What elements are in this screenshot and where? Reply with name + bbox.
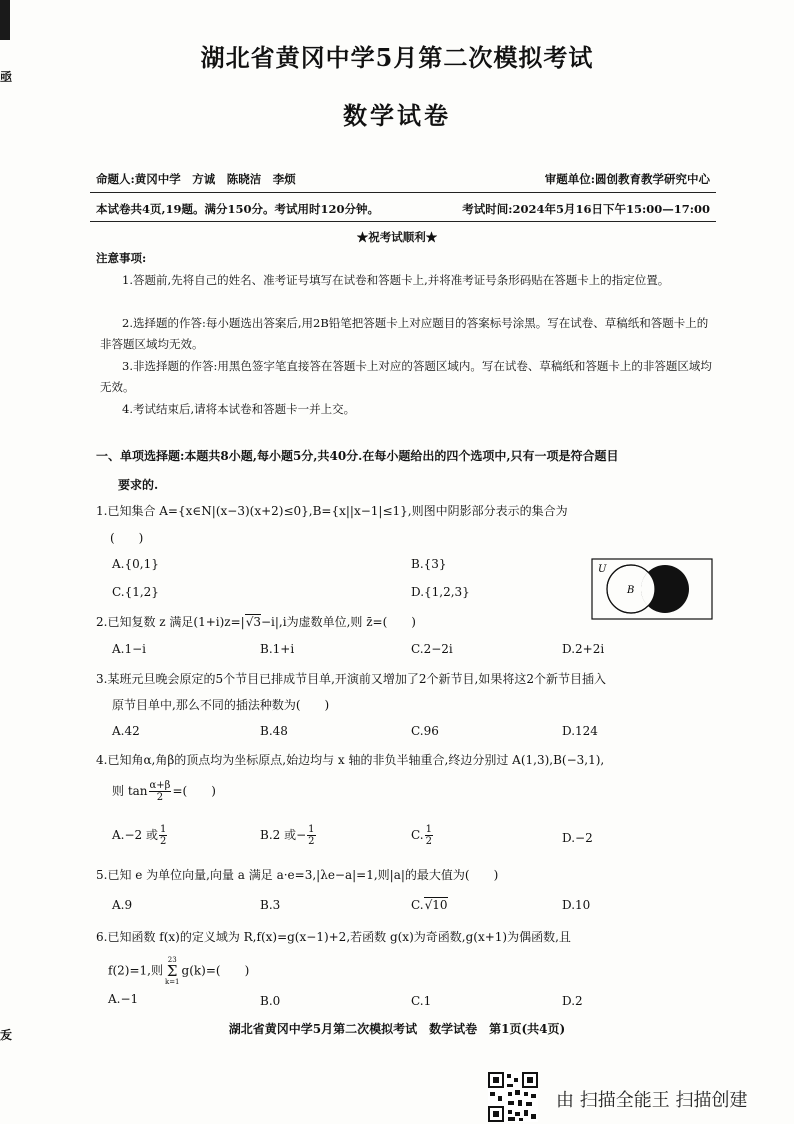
q2-option-b: B.1+i — [260, 642, 295, 656]
paper-subtitle: 数学试卷 — [343, 101, 451, 130]
q3-stem-cont: 原节目单中,那么不同的插法种数为( ) — [112, 698, 330, 712]
q6-stem: 6.已知函数 f(x)的定义域为 R,f(x)=g(x−1)+2,若函数 g(x)为奇函数,g(x+1)为偶函数,且 — [96, 930, 571, 944]
q3-option-a: A.42 — [112, 724, 140, 738]
q3-option-c: C.96 — [411, 724, 439, 738]
review-unit: 审题单位:圆创教育教学研究中心 — [544, 172, 710, 186]
venn-label-u: U — [598, 564, 607, 575]
scan-edge-char-bottom: 叐 — [0, 1028, 13, 1042]
q4-opt-c-frac — [425, 824, 433, 847]
sum-lower: k=1 — [164, 978, 180, 986]
q4-stem: 4.已知角α,角β的顶点均为坐标原点,始边均与 x 轴的非负半轴重合,终边分别过 A(1,3),B(−3,1), — [96, 753, 605, 767]
venn-label-b: B — [627, 585, 635, 596]
notice-item-1: 1.答题前,先将自己的姓名、准考证号填写在试卷和答题卡上,并将准考证号条形码贴在答题卡上的指定位置。 — [122, 273, 670, 287]
scanner-watermark: 由 扫描全能王 扫描创建 — [556, 1090, 748, 1111]
q6-stem-cont — [108, 956, 249, 986]
q3-stem: 3.某班元旦晚会原定的5个节目已排成节目单,开演前又增加了2个新节目,如果将这2个新节目插入 — [96, 672, 606, 686]
q4-fraction — [149, 780, 172, 803]
q5-option-d: D.10 — [562, 898, 591, 912]
scan-edge-mark — [0, 0, 10, 40]
header-rule-bottom — [90, 221, 716, 222]
q6-stem-pre: f(2)=1,则 — [108, 963, 163, 978]
q2-sqrt3: √3 — [245, 615, 261, 629]
q4-opt-b-frac — [307, 824, 315, 847]
q5-stem: 5.已知 e 为单位向量,向量 a 满足 a·e=3,|λe−a|=1,则|a|的最大值为( ) — [96, 868, 499, 882]
frac-den: 2 — [160, 836, 167, 847]
scan-edge-char: 亟 — [0, 70, 13, 84]
q3-option-d: D.124 — [562, 724, 598, 738]
q1-option-d: D.{1,2,3} — [411, 585, 470, 599]
q6-option-a: A.−1 — [108, 992, 139, 1006]
q6-option-b: B.0 — [260, 994, 281, 1008]
exam-time: 考试时间:2024年5月16日下午15:00—17:00 — [462, 202, 710, 216]
q4-opt-c-text: C. — [411, 828, 424, 842]
q2-stem — [96, 613, 416, 630]
authors-line: 命题人:黄冈中学 方诚 陈晓洁 李烦 — [96, 172, 296, 186]
q2-option-c: C.2−2i — [411, 642, 453, 656]
q2-option-d: D.2+2i — [562, 642, 605, 656]
notice-item-3: 3.非选择题的作答:用黑色签字笔直接答在答题卡上对应的答题区域内。写在试卷、草稿纸和答题卡上的非答题区域均无效。 — [100, 359, 712, 394]
q4-opt-b-text: B.2 或− — [260, 828, 307, 842]
q4-option-a — [112, 824, 168, 847]
q5-opt-c-text: C. — [411, 898, 424, 912]
q5-option-c — [411, 898, 448, 912]
q4-opt-a-text: A.−2 或 — [112, 828, 158, 842]
q6-stem-post: g(k)=( ) — [181, 963, 250, 978]
wish-banner: ★祝考试顺利★ — [356, 230, 438, 244]
q1-option-c: C.{1,2} — [112, 585, 159, 599]
q4-stem-cont — [112, 780, 216, 803]
notice-heading: 注意事项: — [96, 251, 147, 265]
q1-stem: 1.已知集合 A={x∈N|(x−3)(x+2)≤0},B={x||x−1|≤1},则图中阴影部分表示的集合为 — [96, 504, 568, 518]
frac-den: 2 — [308, 836, 315, 847]
q1-paren: ( ) — [110, 531, 144, 545]
paper-info: 本试卷共4页,19题。满分150分。考试用时120分钟。 — [96, 202, 380, 216]
q4-frac-den: 2 — [156, 792, 164, 803]
q2-option-a: A.1−i — [112, 642, 147, 656]
qr-code-icon — [488, 1072, 538, 1122]
q4-option-c — [411, 824, 434, 847]
frac-den: 2 — [425, 836, 432, 847]
q4-option-b — [260, 824, 317, 847]
venn-diagram — [591, 558, 713, 620]
notice-item-2: 2.选择题的作答:每小题选出答案后,用2B铅笔把答题卡上对应题目的答案标号涂黑。写在试卷、草稿纸和答题卡上的非答题区域均无效。 — [100, 316, 709, 351]
q1-option-b: B.{3} — [411, 557, 447, 571]
q4-option-d: D.−2 — [562, 831, 593, 845]
q5-option-a: A.9 — [112, 898, 133, 912]
q5-option-b: B.3 — [260, 898, 281, 912]
q2-stem-post: −i|,i为虚数单位,则 z̄=( ) — [261, 615, 416, 629]
section-heading: 一、单项选择题:本题共8小题,每小题5分,共40分.在每小题给出的四个选项中,只有一项是符合题目 — [96, 449, 619, 463]
exam-title: 湖北省黄冈中学5月第二次模拟考试 — [200, 43, 594, 72]
q6-summation: 23 Σ k=1 — [164, 956, 180, 986]
section-heading-cont: 要求的. — [118, 478, 159, 492]
notice-item-4: 4.考试结束后,请将本试卷和答题卡一并上交。 — [122, 402, 356, 416]
q4-frac-num: α+β — [149, 780, 171, 791]
q1-option-a: A.{0,1} — [112, 557, 159, 571]
page-footer: 湖北省黄冈中学5月第二次模拟考试 数学试卷 第1页(共4页) — [228, 1022, 566, 1036]
q4-opt-a-frac — [159, 824, 167, 847]
frac-num: 1 — [160, 824, 167, 835]
frac-num: 1 — [425, 824, 432, 835]
q5-sqrt10: √10 — [424, 898, 448, 912]
q4-tan-label: 则 tan — [112, 784, 148, 798]
sum-upper: 23 — [167, 956, 177, 964]
q4-stem-end: =( ) — [172, 784, 216, 798]
header-rule-top — [90, 192, 716, 193]
q6-option-c: C.1 — [411, 994, 432, 1008]
q2-stem-pre: 2.已知复数 z 满足(1+i)z=| — [96, 615, 245, 629]
frac-num: 1 — [308, 824, 315, 835]
q3-option-b: B.48 — [260, 724, 288, 738]
q6-option-d: D.2 — [562, 994, 583, 1008]
